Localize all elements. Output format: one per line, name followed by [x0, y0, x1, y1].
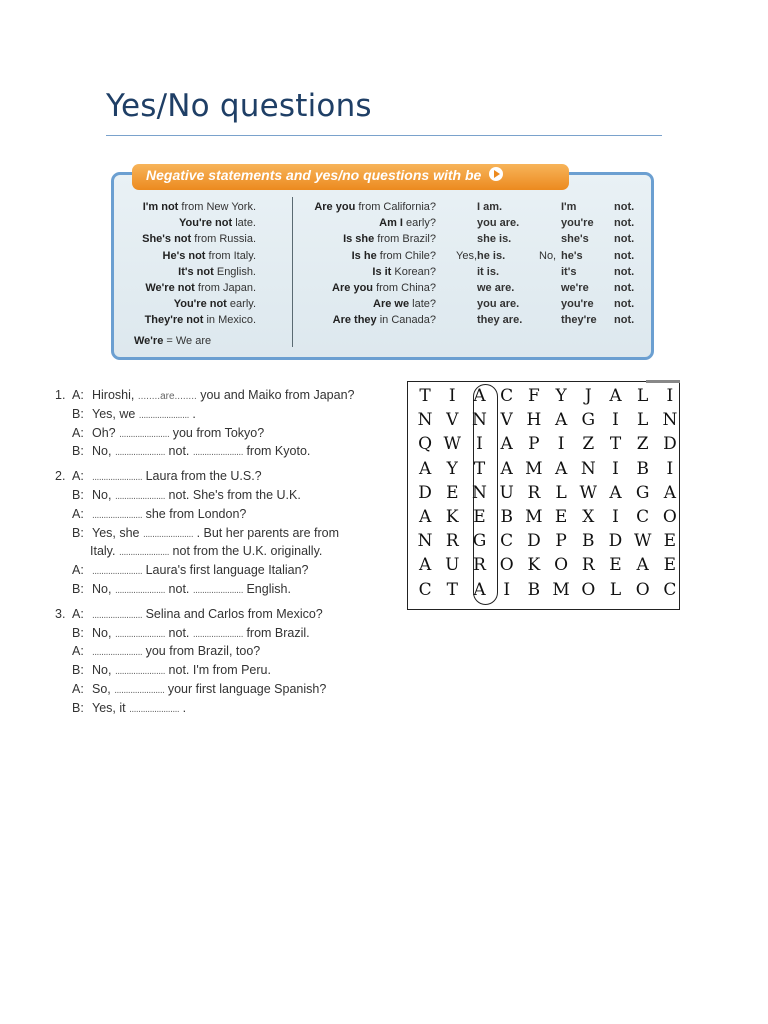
short-answer-not: not.: [614, 314, 635, 327]
negative-complement: late.: [232, 217, 256, 230]
grid-letter[interactable]: D: [608, 531, 623, 552]
exercise-text-part: not from the U.K. originally.: [169, 544, 323, 559]
negative-statement: [143, 199, 256, 215]
exercise-text: [92, 699, 186, 720]
yes-no-question: [343, 231, 436, 247]
short-answer-no: you're: [561, 217, 594, 230]
grid-letter[interactable]: A: [418, 555, 432, 576]
negative-subject: He's not: [162, 249, 206, 262]
grammar-row: [114, 264, 651, 280]
answer-blank[interactable]: ......................: [192, 447, 243, 459]
grid-row: [408, 505, 679, 529]
exercise-text: [92, 442, 310, 463]
grid-letter[interactable]: A: [418, 507, 432, 527]
negative-subject: I'm not: [142, 201, 179, 213]
grid-letter[interactable]: A: [663, 482, 677, 503]
grid-letter[interactable]: N: [417, 531, 433, 552]
exercise-text-part: . But her parents are from: [193, 525, 339, 540]
negative-statement: [145, 280, 256, 296]
exercise-text: [92, 524, 339, 545]
short-answer-no: they're: [561, 314, 597, 327]
negative-subject: You're not: [173, 298, 227, 311]
exercise-text-part: Hiroshi,: [92, 388, 138, 402]
grid-row: [408, 408, 679, 432]
no-label: No,: [539, 249, 557, 262]
grid-letter[interactable]: I: [448, 386, 456, 406]
short-answer-not: not.: [614, 233, 635, 246]
speaker-label: A:: [72, 563, 84, 578]
negative-complement: from New York.: [178, 201, 256, 213]
answer-blank[interactable]: ......................: [114, 684, 165, 696]
grid-letter[interactable]: U: [445, 555, 460, 576]
speaker-label: A:: [72, 644, 84, 659]
grid-letter[interactable]: N: [662, 410, 678, 431]
grid-row: [408, 481, 679, 505]
answer-blank[interactable]: ......................: [92, 609, 143, 621]
question-complement: from China?: [373, 281, 436, 294]
yes-no-question: [333, 312, 436, 328]
grid-letter[interactable]: I: [612, 410, 619, 431]
grammar-panel-header: [132, 164, 569, 190]
grid-letter[interactable]: R: [445, 531, 459, 552]
grid-letter[interactable]: C: [500, 531, 514, 552]
exercise-text-part: not.: [165, 444, 193, 459]
grid-letter[interactable]: W: [633, 531, 652, 552]
question-verb-subject: Are they: [332, 314, 377, 327]
grid-letter[interactable]: E: [609, 555, 622, 576]
word-search-grid: [407, 381, 680, 610]
negative-subject: It's not: [178, 265, 214, 278]
negative-statement: [174, 296, 256, 312]
exercise-text: [92, 424, 264, 445]
speaker-label: A:: [72, 681, 84, 696]
speaker-label: B:: [72, 406, 84, 421]
exercise-text: [92, 605, 323, 626]
question-verb-subject: Am I: [379, 217, 403, 230]
question-complement: from California?: [355, 201, 436, 213]
short-answer-not: not.: [614, 281, 635, 294]
speaker-label: B:: [72, 700, 84, 715]
grid-letter[interactable]: B: [500, 507, 513, 527]
yes-no-question: [352, 248, 436, 264]
exercise-text-part: not.: [165, 625, 193, 640]
grid-letter[interactable]: E: [554, 507, 568, 527]
question-complement: from Chile?: [376, 249, 436, 262]
negative-subject: You're not: [179, 217, 233, 230]
negative-statement: [178, 264, 256, 280]
speaker-label: A:: [72, 388, 84, 402]
speaker-label: A:: [72, 425, 84, 440]
grammar-row: [114, 231, 651, 247]
short-answer-not: not.: [614, 201, 635, 213]
grid-letter[interactable]: C: [663, 579, 677, 600]
speaker-label: B:: [72, 663, 84, 678]
short-answer-not: not.: [614, 249, 635, 262]
exercise-text-part: No,: [92, 625, 115, 640]
exercise-text: [92, 486, 301, 507]
exercise-text-part: No,: [92, 444, 115, 459]
exercise-text-part: not.: [165, 581, 193, 596]
grid-letter[interactable]: G: [581, 410, 596, 431]
grid-letter[interactable]: T: [419, 386, 431, 406]
exercise-text-part: you from Tokyo?: [169, 425, 265, 440]
exercise-text-part: No,: [92, 663, 115, 678]
grid-letter[interactable]: C: [418, 579, 432, 600]
question-complement: Korean?: [391, 265, 436, 278]
short-answer-yes: he is.: [477, 249, 506, 262]
negative-complement: early.: [226, 298, 256, 311]
title-underline: [106, 135, 662, 136]
grammar-panel-title: Negative statements and yes/no questions with be: [146, 167, 482, 183]
yes-no-question: [314, 199, 436, 215]
grid-letter[interactable]: Z: [582, 434, 595, 455]
grid-row: [408, 529, 679, 553]
yes-no-question: [332, 280, 436, 296]
exercise-text-part: Yes, we: [92, 406, 139, 421]
grammar-row: [114, 312, 651, 328]
answer-blank[interactable]: ......................: [114, 628, 166, 640]
grid-corner-mark: [646, 380, 680, 383]
grid-letter[interactable]: C: [500, 386, 514, 406]
grid-letter[interactable]: Q: [418, 434, 433, 455]
short-answer-not: not.: [614, 265, 635, 278]
exercise-text-part: she from London?: [142, 506, 247, 521]
exercise-text-part: from Brazil.: [242, 625, 310, 640]
grammar-row: [114, 199, 651, 215]
grid-letter[interactable]: R: [581, 555, 595, 576]
grid-letter[interactable]: I: [557, 434, 565, 455]
short-answer-yes: it is.: [477, 265, 500, 278]
exercise-text-part: No,: [92, 581, 115, 596]
grammar-row: [114, 296, 651, 312]
question-complement: early?: [402, 217, 436, 230]
grid-letter[interactable]: L: [637, 386, 649, 406]
short-answer-not: not.: [614, 298, 635, 311]
short-answer-yes: you are.: [477, 217, 520, 230]
grid-letter[interactable]: E: [446, 482, 459, 503]
short-answer-no: it's: [561, 265, 577, 278]
grid-letter[interactable]: F: [527, 386, 540, 406]
exercise-number: 1.: [55, 388, 66, 402]
grid-letter[interactable]: D: [663, 434, 677, 455]
short-answer-no: she's: [561, 233, 589, 246]
grid-letter[interactable]: M: [525, 458, 543, 479]
grid-letter[interactable]: B: [636, 458, 649, 479]
exercise-text-part: Laura from the U.S.?: [142, 469, 262, 484]
grammar-row: [114, 215, 651, 231]
exercise-text: [92, 624, 310, 645]
negative-complement: English.: [213, 265, 256, 278]
exercise-text-part: English.: [242, 581, 291, 596]
answer-blank[interactable]: ......................: [92, 509, 143, 521]
grid-letter[interactable]: R: [473, 555, 486, 576]
grid-row: [408, 553, 679, 577]
question-verb-subject: Is he: [351, 249, 377, 262]
grid-letter[interactable]: Y: [555, 386, 567, 406]
grid-letter[interactable]: O: [499, 555, 514, 576]
exercise-text-part: not. I'm from Peru.: [165, 663, 271, 678]
exercise-text-part: not. She's from the U.K.: [165, 487, 301, 502]
grid-letter[interactable]: M: [552, 579, 570, 600]
grid-letter[interactable]: E: [663, 555, 677, 576]
grid-letter[interactable]: I: [666, 386, 674, 406]
exercise-text-part: Laura's first language Italian?: [142, 563, 309, 578]
negative-complement: from Russia.: [191, 233, 256, 246]
exercise-text: [92, 505, 246, 526]
negative-statement: [163, 248, 256, 264]
grid-letter[interactable]: A: [609, 482, 622, 503]
negative-subject: We're not: [145, 281, 195, 294]
answer-blank[interactable]: ......................: [119, 428, 170, 440]
grid-letter[interactable]: T: [446, 579, 458, 600]
grid-letter[interactable]: M: [525, 507, 543, 527]
exercise-text-part: you from Brazil, too?: [142, 644, 261, 659]
grid-letter[interactable]: V: [446, 410, 459, 431]
question-complement: in Canada?: [376, 314, 436, 327]
question-verb-subject: Are we: [373, 298, 410, 311]
grid-letter[interactable]: J: [584, 386, 592, 406]
grid-row: [408, 432, 679, 456]
answer-blank[interactable]: ......................: [142, 528, 194, 540]
grid-letter[interactable]: T: [473, 458, 486, 479]
answer-blank[interactable]: ......................: [138, 409, 189, 421]
grid-letter[interactable]: W: [443, 434, 462, 455]
exercise-text: [92, 386, 354, 407]
grid-letter[interactable]: A: [636, 555, 649, 576]
exercise-text: [92, 661, 271, 682]
footnote-term: We're: [134, 335, 164, 347]
grid-letter[interactable]: H: [526, 410, 542, 431]
exercise-text-part: Selina and Carlos from Mexico?: [142, 606, 323, 621]
grid-letter[interactable]: I: [503, 579, 511, 600]
grid-letter[interactable]: Y: [446, 458, 458, 479]
grid-letter[interactable]: X: [582, 507, 595, 527]
grid-letter[interactable]: P: [555, 531, 567, 552]
grid-letter[interactable]: A: [500, 458, 513, 479]
grid-row: [408, 457, 679, 481]
play-icon[interactable]: [489, 167, 503, 181]
grid-letter[interactable]: D: [418, 482, 432, 503]
speaker-label: B:: [72, 625, 84, 640]
grammar-panel: [111, 167, 654, 360]
grid-letter[interactable]: E: [473, 507, 486, 527]
grid-letter[interactable]: C: [636, 507, 650, 527]
exercise-text-part: you and Maiko from Japan?: [196, 388, 355, 402]
speaker-label: B:: [72, 444, 84, 459]
grid-letter[interactable]: A: [473, 579, 486, 600]
answer-blank[interactable]: ......................: [129, 703, 180, 715]
exercise-text-part: your first language Spanish?: [164, 681, 327, 696]
grid-letter[interactable]: I: [612, 458, 619, 479]
grid-letter[interactable]: N: [472, 482, 487, 503]
yes-no-question: [372, 264, 436, 280]
negative-subject: They're not: [144, 314, 204, 327]
answer-blank[interactable]: ......................: [192, 628, 243, 640]
negative-complement: in Mexico.: [203, 314, 256, 327]
grid-letter[interactable]: G: [472, 531, 487, 552]
answer-blank[interactable]: ......................: [114, 584, 166, 596]
grid-letter[interactable]: A: [500, 434, 513, 455]
short-answer-no: I'm: [561, 201, 577, 213]
grid-letter[interactable]: B: [527, 579, 541, 600]
grammar-footnote: [134, 335, 211, 347]
grid-letter[interactable]: O: [554, 555, 569, 576]
grid-letter[interactable]: B: [582, 531, 595, 552]
speaker-label: A:: [72, 469, 84, 484]
grid-row: [408, 578, 679, 602]
exercise-text-part: Italy.: [90, 544, 119, 559]
grid-letter[interactable]: D: [527, 531, 541, 552]
short-answer-no: we're: [561, 281, 589, 294]
exercise-text-part: from Kyoto.: [242, 444, 311, 459]
question-verb-subject: Is it: [372, 265, 392, 278]
grid-letter[interactable]: Z: [636, 434, 649, 455]
exercise-text: [92, 580, 291, 601]
grid-letter[interactable]: N: [472, 410, 487, 431]
answer-blank[interactable]: ......................: [114, 490, 166, 502]
grid-letter[interactable]: I: [612, 507, 619, 527]
exercise-text: [92, 680, 326, 701]
grid-letter[interactable]: L: [637, 410, 649, 431]
yes-no-question: [379, 215, 436, 231]
exercise-text-part: So,: [92, 681, 115, 696]
answer-blank[interactable]: ......................: [92, 472, 143, 484]
grid-letter[interactable]: T: [609, 434, 622, 455]
grid-letter[interactable]: A: [418, 458, 432, 479]
short-answer-yes: they are.: [477, 314, 523, 327]
negative-subject: She's not: [142, 233, 192, 246]
question-verb-subject: Are you: [314, 201, 356, 213]
grid-letter[interactable]: N: [417, 410, 433, 431]
grid-letter[interactable]: G: [635, 482, 650, 503]
short-answer-yes: I am.: [477, 201, 503, 213]
speaker-label: B:: [72, 525, 84, 540]
exercise-text: [92, 467, 262, 488]
grid-letter[interactable]: R: [527, 482, 541, 503]
speaker-label: B:: [72, 487, 84, 502]
answer-blank[interactable]: ......................: [114, 447, 166, 459]
answer-blank[interactable]: ......................: [192, 584, 243, 596]
grid-letter[interactable]: K: [527, 555, 541, 576]
exercise-text-part: .: [188, 406, 196, 421]
grid-letter[interactable]: A: [554, 458, 568, 479]
exercise-number: 3.: [55, 606, 66, 621]
grammar-row: [114, 280, 651, 296]
grammar-row: [114, 248, 651, 264]
page-title: Yes/No questions: [106, 88, 372, 124]
grid-letter[interactable]: A: [473, 386, 486, 406]
answer-blank[interactable]: ......................: [118, 547, 170, 559]
grid-letter[interactable]: N: [580, 458, 596, 479]
grid-letter[interactable]: L: [609, 579, 622, 600]
answer-blank[interactable]: ......................: [114, 666, 166, 678]
yes-no-question: [373, 296, 436, 312]
exercise-text: [90, 542, 322, 563]
exercise-text: [92, 561, 309, 582]
exercise-text-part: Yes, it: [92, 700, 130, 715]
grid-letter[interactable]: A: [609, 386, 622, 406]
question-verb-subject: Is she: [343, 233, 375, 246]
grid-letter[interactable]: W: [579, 482, 598, 503]
short-answer-yes: she is.: [477, 233, 512, 246]
grid-letter[interactable]: E: [663, 531, 677, 552]
grid-row: [408, 384, 679, 408]
grid-letter[interactable]: U: [499, 482, 514, 503]
short-answer-yes: we are.: [477, 281, 515, 294]
short-answer-not: not.: [614, 217, 635, 230]
exercise-text-part: Oh?: [92, 425, 120, 440]
negative-statement: [145, 312, 256, 328]
exercise-text-part: No,: [92, 487, 115, 502]
negative-complement: from Japan.: [194, 281, 256, 294]
negative-statement: [179, 215, 256, 231]
short-answer-yes: you are.: [477, 298, 520, 311]
speaker-label: B:: [72, 581, 84, 596]
exercise-text-part: Yes, she: [92, 525, 143, 540]
grammar-table: [114, 199, 651, 329]
exercise-number: 2.: [55, 469, 66, 484]
negative-statement: [142, 231, 256, 247]
grid-letter[interactable]: P: [528, 434, 540, 455]
short-answer-no: you're: [561, 298, 594, 311]
short-answer-no: he's: [561, 249, 583, 262]
grid-letter[interactable]: I: [666, 458, 674, 479]
footnote-definition: = We are: [163, 335, 212, 347]
exercise-text: [92, 642, 260, 663]
grid-letter[interactable]: A: [554, 410, 568, 431]
grid-letter[interactable]: V: [500, 410, 513, 431]
grid-letter[interactable]: O: [635, 579, 650, 600]
grid-letter[interactable]: L: [555, 482, 567, 503]
exercise-text: [92, 405, 196, 426]
question-complement: late?: [409, 298, 436, 311]
grid-letter[interactable]: O: [662, 507, 677, 527]
answer-blank[interactable]: ......................: [92, 647, 143, 659]
grid-letter[interactable]: I: [476, 434, 483, 455]
question-complement: from Brazil?: [374, 233, 436, 246]
negative-complement: from Italy.: [205, 249, 256, 262]
grid-letter[interactable]: K: [445, 507, 459, 527]
grid-letter[interactable]: O: [581, 579, 596, 600]
yes-label: Yes,: [456, 249, 478, 262]
answer-blank[interactable]: ......................: [92, 566, 143, 578]
speaker-label: A:: [72, 506, 84, 521]
exercise-text-part: .: [179, 700, 187, 715]
question-verb-subject: Are you: [332, 281, 374, 294]
speaker-label: A:: [72, 606, 84, 621]
answer-example[interactable]: ........are........: [137, 391, 197, 402]
